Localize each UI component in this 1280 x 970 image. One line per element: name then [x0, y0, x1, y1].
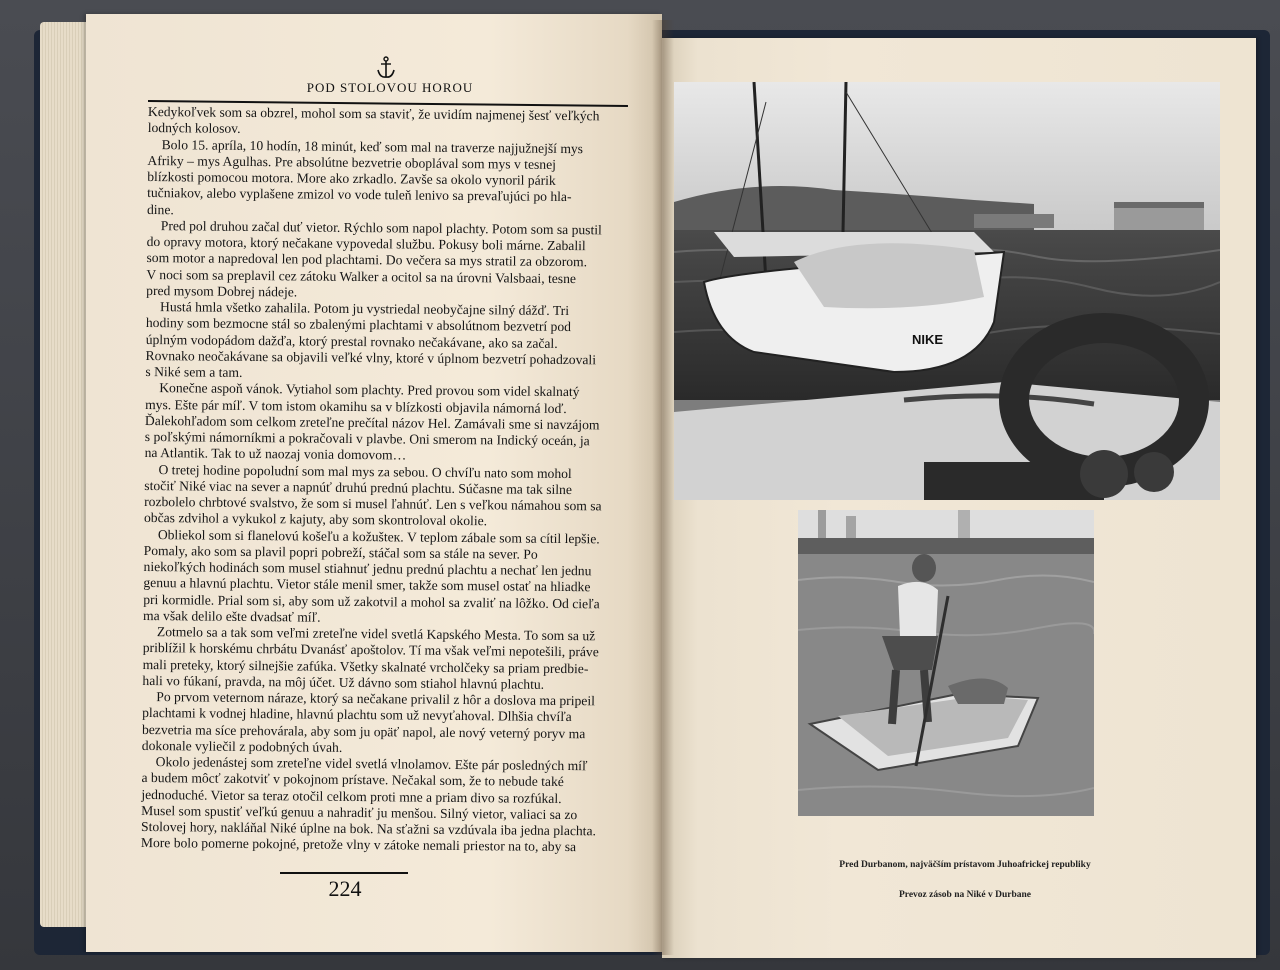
text-line: pri kormidle. Prial som si, aby som už zakotvil a mohol sa zvaliť na lôžko. Od cieľa: [143, 591, 600, 611]
running-head: POD STOLOVOU HOROU: [306, 80, 474, 95]
text-line: Pomaly, ako som sa plavil popri pobreží, stáčal som sa stále na sever. Po: [143, 542, 538, 562]
text-line: ma však delilo ešte dvadsať míľ.: [143, 607, 321, 625]
text-line: s poľskými námorníkmi a pokračovali v plavbe. Oni smerom na Indický oceán, ja: [144, 428, 590, 449]
text-line: Rovnako neočakávane sa objavili veľké vlny, ktoré v úplnom bezvetrí pohadzovali: [145, 347, 597, 368]
text-line: Hustá hmla všetko zahalila. Potom ju vystriedal neobyčajne silný dážď. Tri: [159, 299, 570, 319]
text-line: hodiny som bezmocne stál so zbalenými plachtami v absolútnom bezvetrí pod: [145, 315, 572, 335]
page-stack: [40, 22, 90, 927]
text-line: blízkosti pomocou motora. More ako zrkadlo. Zavše sa okolo vynoril párik: [147, 168, 556, 188]
text-line: Zotmelo sa a tak som veľmi zreteľne videl svetlá Kapského Mesta. To som sa už: [156, 624, 596, 644]
book-gutter: [652, 20, 674, 955]
anchor-icon: [376, 56, 396, 80]
text-line: občas zdvihol a vykukol z kajuty, aby som skontroloval okolie.: [143, 510, 488, 529]
text-line: Bolo 15. apríla, 10 hodín, 18 minút, keď som mal na traverze najjužnejší mys: [161, 136, 584, 156]
text-line: niekoľkých hodinách som musel stiahnuť jednu prednú plachtu a nechať len jednu: [143, 558, 592, 579]
photo-caption-top: Pred Durbanom, najväčším prístavom Juhoafrickej republiky: [839, 860, 1091, 870]
text-line: Kedykoľvek som sa obzrel, mohol som sa staviť, že uvidím najmenej šesť veľkých: [147, 104, 600, 124]
text-line: Pred pol druhou začal duť vietor. Rýchlo som napol plachty. Potom som sa pustil: [160, 217, 602, 238]
sailboat-photo: [674, 82, 1220, 500]
text-line: plachtami k vodnej hladine, hlavnú plachtu som už nevyťahoval. Dlhšia chvíľa: [142, 705, 572, 725]
text-line: do opravy motora, ktorý nečakane vypovedal službu. Pokusy boli márne. Zabalil: [146, 233, 586, 254]
text-line: Po prvom veternom náraze, ktorý sa nečakane privalil z hôr a doslova ma pripeil: [156, 689, 595, 709]
footer-rule: [280, 872, 408, 874]
text-line: na Atlantik. Tak to už naozaj vonia domovom…: [144, 445, 407, 463]
text-line: rozbolelo chrbtové svalstvo, že som si musel ľahnúť. Len s veľkou námahou som sa: [144, 493, 602, 514]
photo-caption-bottom: Prevoz zásob na Niké v Durbane: [898, 890, 1032, 900]
text-line: som motor a napredoval len pod plachtami. Do večera sa mys stratil za obzorom.: [146, 250, 588, 270]
text-line: priblížil k horskému chrbátu Dvanásť apoštolov. Tí ma však veľmi nepotešili, práve: [142, 640, 599, 660]
text-line: O tretej hodine popoludní som mal mys za sebou. O chvíľu nato som mohol: [158, 461, 572, 481]
text-line: Stolovej hory, nakláňal Niké úplne na bok. Na sťažni sa vzdúvala iba jedna plachta.: [140, 818, 597, 839]
boat-name-label: NIKE: [912, 332, 944, 347]
text-line: mys. Ešte pár míľ. V tom istom okamihu sa v blízkosti objavila námorná loď.: [145, 396, 567, 416]
text-line: bezvetria ma síce prehovárala, aby som ju opäť napol, ale nový veterný poryv ma: [141, 721, 586, 741]
text-line: V noci som sa preplavil cez zátoku Walker a ocitol sa na úrovni Valsbaai, tesne: [146, 266, 577, 286]
text-line: mali preteky, ktorý silnejšie zafúka. Všetky skalnaté vrcholčeky sa priam predbie-: [142, 656, 589, 676]
text-line: Obliekol som si flanelovú košeľu a kožušteк. V teplom zábale som sa cítil lepšie.: [157, 526, 600, 546]
page-number: 224: [328, 876, 362, 901]
text-line: lodných kolosov.: [147, 120, 241, 137]
body-text: [141, 104, 618, 856]
text-line: hali vo fúkaní, pravda, na môj účet. Už dávno som stiahol hlavnú plachtu.: [142, 672, 545, 692]
text-line: Ďalekohľadom som celkom zreteľne prečítal názov Hel. Zamávali sme si navzájom: [144, 412, 600, 433]
text-line: pred mysom Dobrej nádeje.: [146, 282, 298, 300]
text-line: stočiť Niké viac na sever a napnúť druhú prednú plachtu. Súčasne ma tak silne: [144, 477, 573, 497]
dinghy-photo: [798, 510, 1094, 816]
text-line: dokonale vyliečil z podobných úvah.: [141, 737, 343, 755]
text-line: Okolo jedenástej som zreteľne videl svetlá vlnolamov. Ešte pár posledných míľ: [155, 754, 588, 774]
text-line: genuu a hlavnú plachtu. Vietor stále menil smer, takže som musel ostať na hliadke: [143, 575, 591, 595]
text-line: More bolo pomerne pokojné, pretože vlny v zátoke nemali priestor na to, aby sa: [140, 835, 577, 855]
text-line: Afriky – mys Agulhas. Pre absolútne bezvetrie oboplával som mys v tesnej: [147, 152, 557, 172]
text-line: dine.: [146, 201, 174, 217]
text-line: Konečne aspoň vánok. Vytiahol som plachty. Pred provou som videl skalnatý: [159, 380, 580, 400]
text-line: a budem môcť zakotviť v pokojnom prístave. Nečakal som, že to nebude také: [141, 770, 564, 790]
text-line: tučniakov, alebo vyplašene zmizol vo vode tuleň lenivo sa prevaľujúci po hla-: [147, 185, 572, 205]
text-line: úplným vodopádom dažďa, ktorý prestal rovnako nečakávane, ako sa začal.: [145, 331, 558, 351]
text-line: jednoduché. Vietor sa teraz otočil celkom proti mne a priam divo sa rozfúkal.: [141, 786, 562, 806]
text-line: Musel som spustiť veľkú genuu a nahradiť ju menšou. Silný vietor, valiaci sa zo: [141, 802, 578, 822]
text-line: s Niké sem a tam.: [145, 363, 243, 380]
